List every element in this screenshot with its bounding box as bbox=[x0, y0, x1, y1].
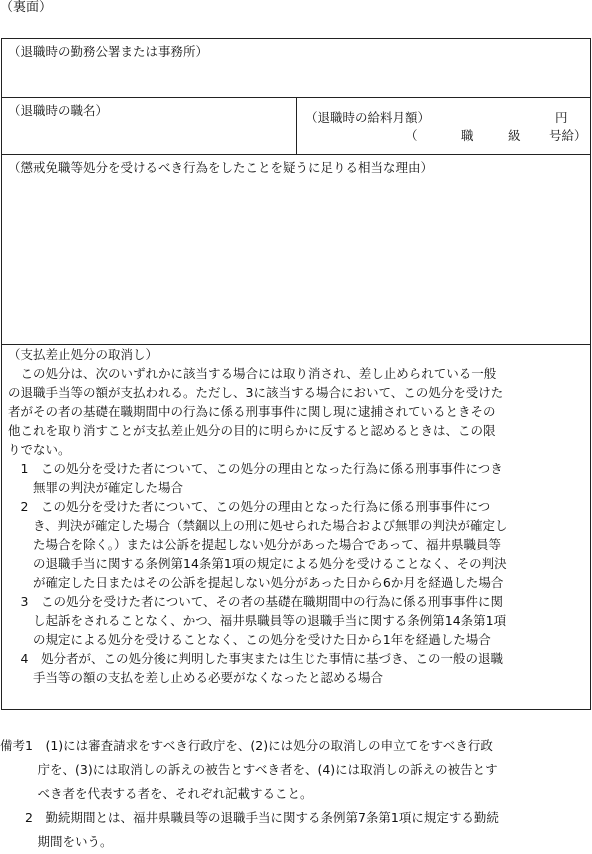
cancel-item-3-line: し起訴をされることなく、かつ、福井県職員等の退職手当に関する条例第14条第1項 bbox=[8, 613, 507, 628]
remarks-line: 2 勤続期間とは、福井県職員等の退職手当に関する条例第7条第1項に規定する勤続 bbox=[0, 810, 499, 825]
cancel-item-4-line: 手当等の額の支払を差し止める必要がなくなったと認める場合 bbox=[8, 670, 384, 685]
cancel-intro-line: この処分は、次のいずれかに該当する場合には取り消され、差し止められている一般 bbox=[8, 366, 497, 381]
cancel-intro-line: 他これを取り消すことが支払差止処分の目的に明らかに反すると認めるときは、この限 bbox=[8, 423, 496, 438]
grade-gou: 号給） bbox=[549, 128, 587, 143]
salary-unit: 円 bbox=[555, 110, 568, 125]
cancel-text bbox=[8, 345, 584, 687]
remarks-line: 期間をいう。 bbox=[0, 834, 113, 849]
cancel-item-2-line: た場合を除く。）または公訴を提起しない処分があった場合であって、福井県職員等 bbox=[8, 537, 502, 552]
cancel-item-2-line: が確定した日またはその公訴を提起しない処分があった日から6か月を経過した場合 bbox=[8, 575, 504, 590]
remarks bbox=[0, 734, 592, 854]
position-label: （退職時の職名） bbox=[8, 103, 109, 118]
grade-kyu: 級 bbox=[508, 128, 521, 143]
cancel-item-2-line: の退職手当に関する条例第14条第1項の規定による処分を受けることなく、その判決 bbox=[8, 556, 507, 571]
cancel-intro-line: の退職手当等の額が支払われる。ただし、3に該当する場合において、この処分を受けた bbox=[8, 385, 504, 400]
cancel-item-2-line: 2 この処分を受けた者について、この処分の理由となった行為に係る刑事事件につ bbox=[8, 499, 491, 514]
reason-label: （懲戒免職等処分を受けるべき行為をしたことを疑うに足りる相当な理由） bbox=[8, 160, 434, 175]
salary-field[interactable] bbox=[296, 97, 591, 155]
cancel-heading: （支払差止処分の取消し） bbox=[8, 347, 159, 362]
cancel-item-3-line: 3 この処分を受けた者について、その者の基礎在職期間中の行為に係る刑事事件に関 bbox=[8, 594, 503, 609]
cancel-item-3-line: の規定による処分を受けることなく、この処分を受けた日から1年を経過した場合 bbox=[8, 632, 491, 647]
cancel-item-1-line: 無罪の判決が確定した場合 bbox=[8, 480, 184, 495]
cancel-item-1-line: 1 この処分を受けた者について、この処分の理由となった行為に係る刑事事件につき bbox=[8, 461, 503, 476]
grade-open: （ bbox=[405, 128, 418, 143]
remarks-line: べき者を代表する者を、それぞれ記載すること。 bbox=[0, 786, 313, 801]
page-header: （裏面） bbox=[0, 0, 53, 15]
remarks-line: 庁を、(3)には取消しの訴えの被告とすべき者を、(4)には取消しの訴えの被告とす bbox=[0, 762, 498, 777]
cancel-intro-line: りでない。 bbox=[8, 442, 71, 457]
position-field[interactable] bbox=[1, 97, 297, 155]
cancel-item-4-line: 4 処分者が、この処分後に判明した事実または生じた事情に基づき、この一般の退職 bbox=[8, 651, 503, 666]
grade-shoku: 職 bbox=[461, 128, 474, 143]
office-field[interactable] bbox=[1, 38, 591, 98]
reason-field[interactable] bbox=[1, 154, 591, 345]
cancel-section bbox=[1, 344, 591, 710]
cancel-item-2-line: き、判決が確定した場合（禁錮以上の刑に処せられた場合および無罪の判決が確定し bbox=[8, 518, 508, 533]
cancel-intro-line: 者がその者の基礎在職期間中の行為に係る刑事事件に関し現に逮捕されているときその bbox=[8, 404, 496, 419]
remarks-line: 備考1 (1)には審査請求をすべき行政庁を、(2)には処分の取消しの申立てをすべき行政 bbox=[0, 738, 493, 753]
office-label: （退職時の勤務公署または事務所） bbox=[8, 44, 209, 59]
salary-label: （退職時の給料月額） bbox=[305, 110, 431, 125]
